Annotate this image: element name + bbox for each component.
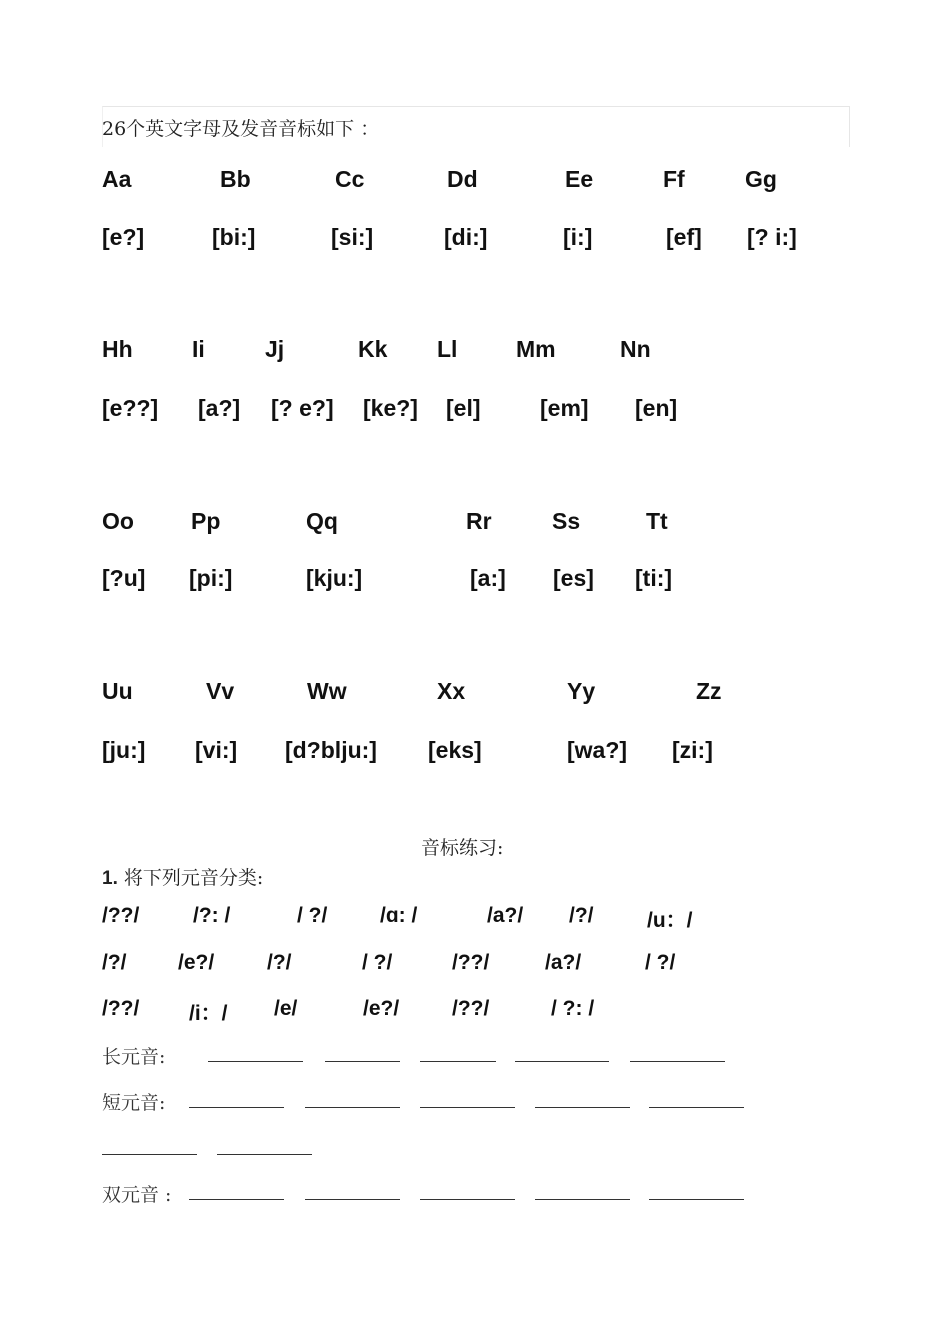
phonetic: [ke?] bbox=[363, 395, 418, 421]
answer-blank[interactable] bbox=[630, 1061, 725, 1062]
phonetic: [em] bbox=[540, 395, 589, 421]
letter: Hh bbox=[102, 336, 133, 362]
task-heading bbox=[102, 863, 263, 890]
phonetic: [ef] bbox=[666, 224, 702, 250]
answer-blank[interactable] bbox=[649, 1199, 744, 1200]
vowel-symbol: / ?: / bbox=[551, 997, 595, 1020]
vowel-symbol: /?/ bbox=[267, 951, 292, 974]
letter: Jj bbox=[265, 336, 285, 362]
vowel-symbol: /e/ bbox=[274, 997, 298, 1020]
vowel-symbol: /??/ bbox=[452, 951, 490, 974]
phonetic: [d?blju:] bbox=[285, 737, 377, 763]
answer-blank[interactable] bbox=[189, 1199, 284, 1200]
vowel-symbol: /i：/ bbox=[189, 1002, 228, 1025]
answer-blank[interactable] bbox=[325, 1061, 400, 1062]
long-vowel-label: 长元音: bbox=[102, 1046, 166, 1068]
vowel-symbol: /??/ bbox=[452, 997, 490, 1020]
phonetic: [?u] bbox=[102, 565, 146, 591]
letter: Vv bbox=[206, 678, 235, 704]
letter: Cc bbox=[335, 166, 365, 192]
phonetic: [kju:] bbox=[306, 565, 363, 591]
vowel-symbol: /??/ bbox=[102, 904, 140, 927]
phonetic: [e??] bbox=[102, 395, 159, 421]
letter: Ii bbox=[192, 336, 205, 362]
vowel-symbol: / ?/ bbox=[362, 951, 393, 974]
answer-blank[interactable] bbox=[305, 1107, 400, 1108]
letter: Rr bbox=[466, 508, 492, 534]
task-number: 1. bbox=[102, 868, 118, 889]
answer-blank[interactable] bbox=[649, 1107, 744, 1108]
letter: Uu bbox=[102, 678, 133, 704]
phonetic: [a?] bbox=[198, 395, 241, 421]
answer-blank[interactable] bbox=[217, 1154, 312, 1155]
letter: Dd bbox=[447, 166, 478, 192]
vowel-symbol: /a?/ bbox=[487, 904, 524, 927]
letter: Tt bbox=[646, 508, 668, 534]
vowel-symbol: /a?/ bbox=[545, 951, 582, 974]
answer-blank[interactable] bbox=[420, 1107, 515, 1108]
letter: Ee bbox=[565, 166, 594, 192]
phonetic: [bi:] bbox=[212, 224, 256, 250]
vowel-symbol: /?/ bbox=[102, 951, 127, 974]
phonetic: [e?] bbox=[102, 224, 145, 250]
letter: Kk bbox=[358, 336, 388, 362]
phonetic: [ju:] bbox=[102, 737, 146, 763]
phonetic: [pi:] bbox=[189, 565, 233, 591]
vowel-symbol: /e?/ bbox=[178, 951, 215, 974]
phonetic: [el] bbox=[446, 395, 481, 421]
vowel-symbol: /?: / bbox=[193, 904, 231, 927]
answer-blank[interactable] bbox=[189, 1107, 284, 1108]
phonetic: [? e?] bbox=[271, 395, 334, 421]
letter: Pp bbox=[191, 508, 221, 534]
vowel-symbol: / ?/ bbox=[297, 904, 328, 927]
answer-blank[interactable] bbox=[102, 1154, 197, 1155]
vowel-symbol: /u：/ bbox=[647, 909, 693, 932]
exercise-title: 音标练习: bbox=[421, 837, 504, 859]
phonetic: [di:] bbox=[444, 224, 488, 250]
answer-blank[interactable] bbox=[305, 1199, 400, 1200]
letter: Bb bbox=[220, 166, 251, 192]
vowel-symbol: /?/ bbox=[569, 904, 594, 927]
vowel-symbol: / ?/ bbox=[645, 951, 676, 974]
letter: Zz bbox=[696, 678, 722, 704]
answer-blank[interactable] bbox=[535, 1199, 630, 1200]
vowel-symbol: /??/ bbox=[102, 997, 140, 1020]
letter: Ff bbox=[663, 166, 685, 192]
diphthong-label: 双元音 : bbox=[102, 1184, 172, 1206]
phonetic: [zi:] bbox=[672, 737, 713, 763]
letter: Qq bbox=[306, 508, 338, 534]
phonetic: [eks] bbox=[428, 737, 482, 763]
short-vowel-label: 短元音: bbox=[102, 1092, 166, 1114]
letter: Yy bbox=[567, 678, 596, 704]
phonetic: [? i:] bbox=[747, 224, 797, 250]
letter: Mm bbox=[516, 336, 556, 362]
phonetic: [si:] bbox=[331, 224, 374, 250]
letter: Gg bbox=[745, 166, 777, 192]
vowel-symbol: /e?/ bbox=[363, 997, 400, 1020]
phonetic: [ti:] bbox=[635, 565, 673, 591]
answer-blank[interactable] bbox=[535, 1107, 630, 1108]
phonetic: [es] bbox=[553, 565, 594, 591]
intro-text: 26个英文字母及发音音标如下 ： bbox=[102, 118, 380, 140]
answer-blank[interactable] bbox=[208, 1061, 303, 1062]
answer-blank[interactable] bbox=[420, 1061, 496, 1062]
letter: Ss bbox=[552, 508, 581, 534]
phonetic: [a:] bbox=[470, 565, 506, 591]
phonetic: [i:] bbox=[563, 224, 593, 250]
answer-blank[interactable] bbox=[420, 1199, 515, 1200]
letter: Ww bbox=[307, 678, 347, 704]
letter: Xx bbox=[437, 678, 466, 704]
letter: Nn bbox=[620, 336, 651, 362]
phonetic: [wa?] bbox=[567, 737, 628, 763]
phonetic: [en] bbox=[635, 395, 678, 421]
answer-blank[interactable] bbox=[515, 1061, 609, 1062]
vowel-symbol: /ɑ: / bbox=[380, 904, 418, 927]
task-text: 将下列元音分类: bbox=[123, 867, 264, 889]
letter: Ll bbox=[437, 336, 458, 362]
letter: Oo bbox=[102, 508, 134, 534]
letter: Aa bbox=[102, 166, 132, 192]
phonetic: [vi:] bbox=[195, 737, 238, 763]
